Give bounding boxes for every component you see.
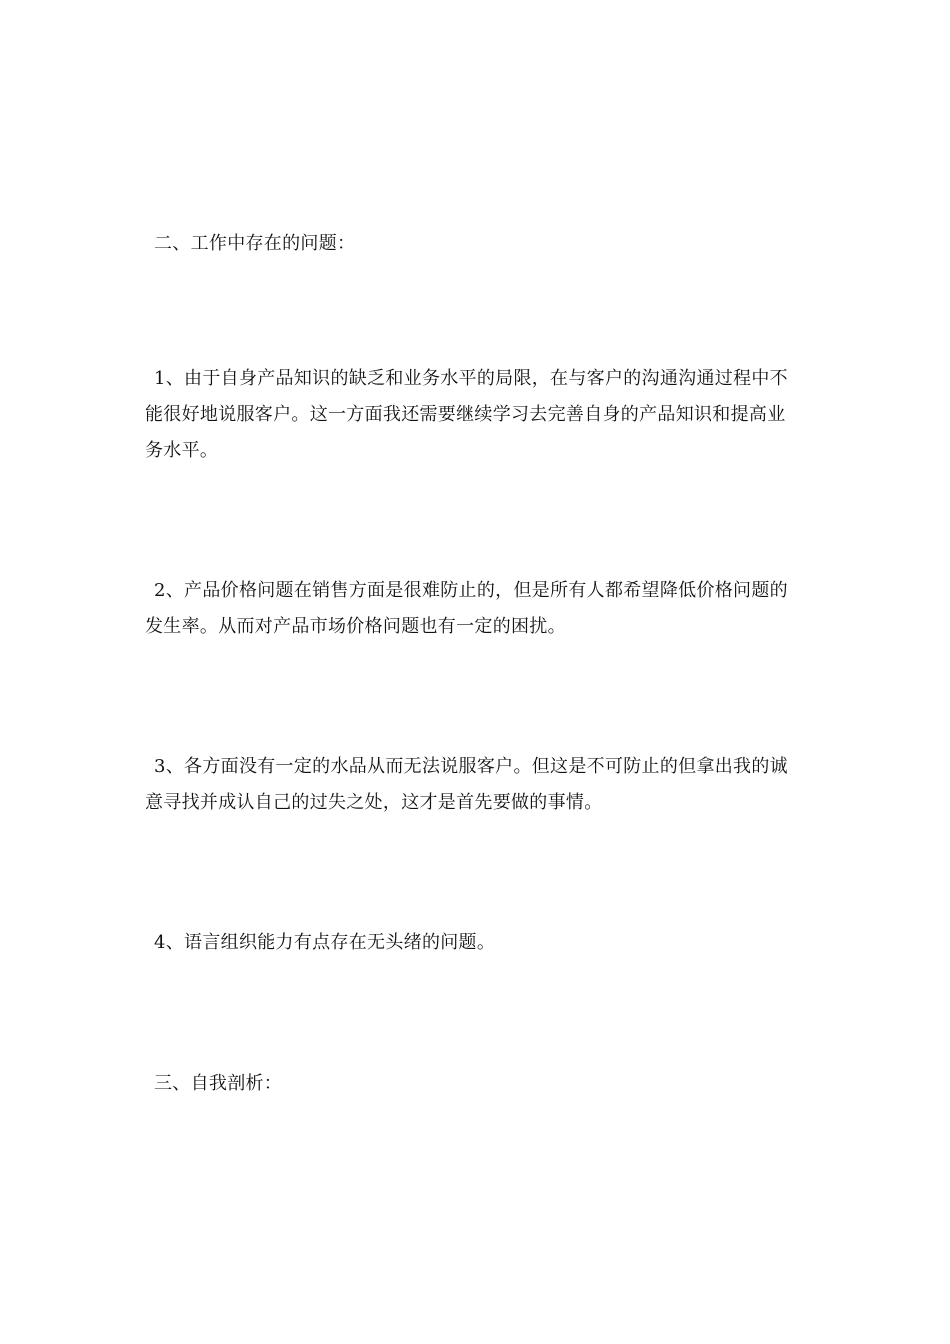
section-heading-text: 二、工作中存在的问题： <box>154 233 356 254</box>
paragraph-item-3 <box>145 749 800 821</box>
section-heading-text: 三、自我剖析： <box>154 1073 283 1094</box>
paragraph-text: 4、语言组织能力有点存在无头绪的问题。 <box>154 932 496 953</box>
paragraph-item-4 <box>145 925 800 961</box>
paragraph-text: 2、产品价格问题在销售方面是很难防止的，但是所有人都希望降低价格问题的发生率。从而对产品市场价格问题也有一定的困扰。 <box>145 580 788 637</box>
section-heading-self-analysis <box>145 1066 800 1102</box>
paragraph-item-2 <box>145 573 800 645</box>
paragraph-text: 3、各方面没有一定的水品从而无法说服客户。但这是不可防止的但拿出我的诚意寻找并成认自己的过失之处，这才是首先要做的事情。 <box>145 756 788 813</box>
section-heading-problems <box>145 226 800 262</box>
paragraph-text: 1、由于自身产品知识的缺乏和业务水平的局限，在与客户的沟通沟通过程中不能很好地说服客户。这一方面我还需要继续学习去完善自身的产品知识和提高业务水平。 <box>145 368 788 461</box>
paragraph-item-1 <box>145 361 800 469</box>
